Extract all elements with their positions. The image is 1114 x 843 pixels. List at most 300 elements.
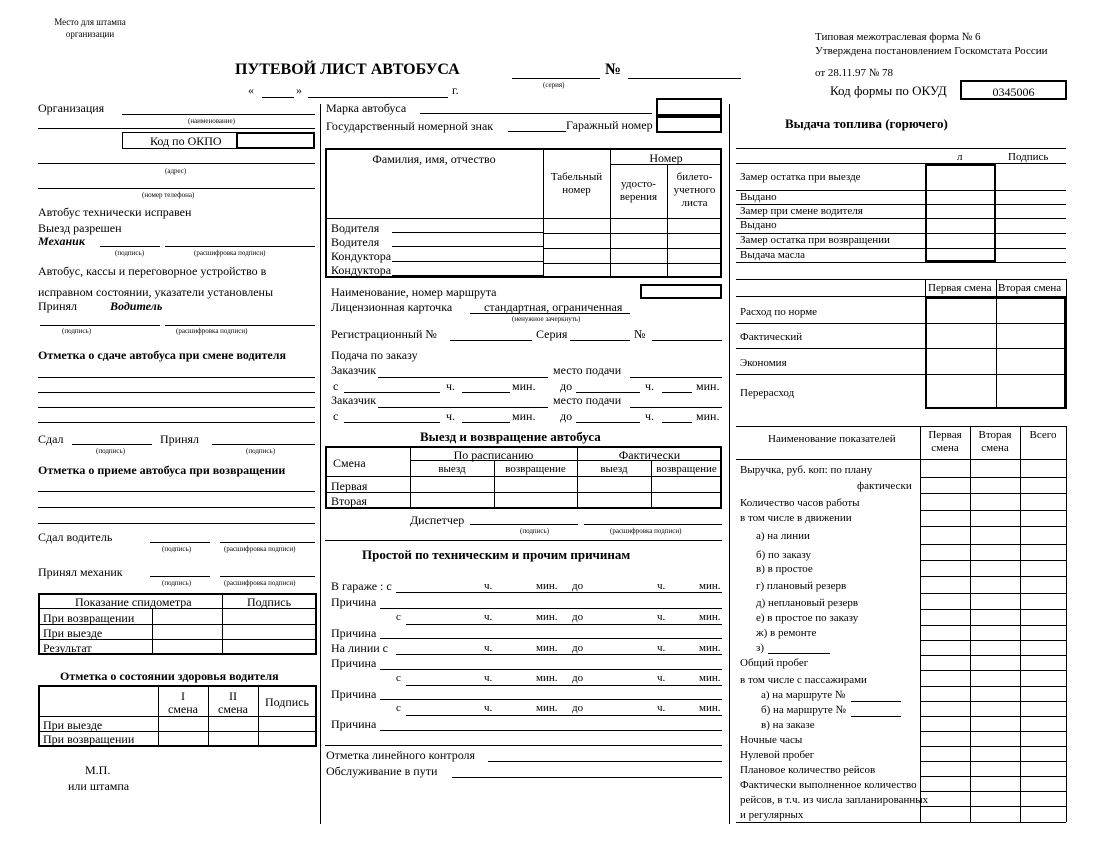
dt-hours-1b: ч. xyxy=(657,580,666,592)
health-col2-line1: II xyxy=(229,689,237,703)
reason-label-4: Причина xyxy=(331,687,377,701)
indicator-row-line xyxy=(920,609,1066,610)
crew-row-line-1 xyxy=(543,233,722,234)
indicators-total: Всего xyxy=(1029,429,1057,441)
indicator-row-line xyxy=(920,655,1066,656)
bus-ok-label: Автобус технически исправен xyxy=(38,205,192,219)
planned-trips-label: Плановое количество рейсов xyxy=(740,764,876,776)
shift-change-line-4[interactable] xyxy=(38,422,315,423)
mark-return-title: Отметка о приеме автобуса при возвращении xyxy=(38,463,286,477)
reason-line-2[interactable] xyxy=(380,638,722,639)
indicator-row-line xyxy=(920,686,1066,687)
exit-return-title: Выезд и возвращение автобуса xyxy=(420,429,601,444)
hours-label-2: ч. xyxy=(446,409,456,423)
consumption-actual: Фактический xyxy=(740,331,803,343)
health-col1-line1: I xyxy=(181,689,185,703)
crew-header-tab-2: номер xyxy=(562,184,591,196)
dt-hours-3: ч. xyxy=(484,642,493,654)
crew-header-ticket-3: листа xyxy=(681,197,708,209)
dt-to-3: до xyxy=(572,642,584,654)
indicator-row-line xyxy=(920,701,1066,702)
crew-name-line-1[interactable] xyxy=(392,232,543,233)
dispatcher-label: Диспетчер xyxy=(410,513,465,527)
crew-name-line-4[interactable] xyxy=(392,275,543,276)
order-supply-label: Подача по заказу xyxy=(331,348,418,362)
indicator-row-line xyxy=(920,576,1066,577)
shift-header: Смена xyxy=(333,456,366,470)
shift-change-line-1[interactable] xyxy=(38,377,315,378)
hours-line-1b[interactable] xyxy=(662,392,692,393)
stamp-place-line2: организации xyxy=(65,29,115,39)
or-stamp-label: или штампа xyxy=(68,779,130,793)
signature-decode-hint: (расшифровка подписи) xyxy=(194,249,266,257)
name-hint: (наименование) xyxy=(188,117,235,125)
indicator-row-line xyxy=(920,625,1066,626)
indicators-col-4 xyxy=(1066,426,1067,822)
dt-minutes-4: мин. xyxy=(536,672,558,684)
page-title: ПУТЕВОЙ ЛИСТ АВТОБУСА xyxy=(235,61,460,78)
on-route-a-label: а) на маршруте № xyxy=(761,689,846,701)
dt-minutes-5b: мин. xyxy=(699,702,721,714)
hours-label-1b: ч. xyxy=(645,379,655,393)
minutes-label-2: мин. xyxy=(512,409,536,423)
speedometer-row-result: Результат xyxy=(43,641,92,655)
on-line-line[interactable] xyxy=(396,654,722,655)
fuel-row-line-6 xyxy=(736,262,1066,263)
reason-line-5[interactable] xyxy=(380,730,722,731)
road-service-line[interactable] xyxy=(452,777,722,778)
consumption-col-3 xyxy=(1066,279,1067,409)
dt-line-2[interactable] xyxy=(406,624,722,625)
fuel-row-1: Замер остатка при выезде xyxy=(740,171,861,183)
actual-trips-line3: и регулярных xyxy=(740,809,804,821)
health-header-line xyxy=(38,716,317,717)
indicators-bottom-line xyxy=(736,822,1066,823)
bus-cash-line2: исправном состоянии, указатели установлены xyxy=(38,285,274,299)
address-line[interactable] xyxy=(38,163,315,164)
garage-number-box[interactable] xyxy=(656,116,722,133)
indicators-first-1: Первая xyxy=(928,429,962,441)
sub-item-zh: ж) в ремонте xyxy=(756,627,817,639)
form-type: Типовая межотраслевая форма № 6 xyxy=(815,31,981,43)
dt-from-5: с xyxy=(396,702,401,714)
to-line-2[interactable] xyxy=(576,422,640,423)
accepted-label: Принял xyxy=(38,299,78,313)
handed-driver-label: Сдал водитель xyxy=(38,530,113,544)
indicator-row-line xyxy=(920,544,1066,545)
address-hint: (адрес) xyxy=(165,167,187,175)
fuel-row-2: Выдано xyxy=(740,191,777,203)
indicators-first-2: смена xyxy=(931,442,959,454)
indicator-row-line xyxy=(920,670,1066,671)
driver-decode-hint: (расшифровка подписи) xyxy=(176,327,248,335)
series-line[interactable] xyxy=(512,78,600,79)
okpo-label: Код по ОКПО xyxy=(150,134,222,148)
on-route-b-label: б) на маршруте № xyxy=(761,704,847,716)
indicator-row-line xyxy=(920,746,1066,747)
sub-item-b: б) по заказу xyxy=(756,549,812,561)
reg-series-line[interactable] xyxy=(570,340,630,341)
number-sign: № xyxy=(605,61,622,78)
indicators-col-3 xyxy=(1020,426,1021,822)
hours-line-2b[interactable] xyxy=(662,422,692,423)
approved-by: Утверждена постановлением Госкомстата России xyxy=(815,45,1048,57)
dt-to-2: до xyxy=(572,611,584,623)
dt-minutes-3b: мин. xyxy=(699,642,721,654)
bus-brand-label: Марка автобуса xyxy=(326,101,407,115)
fuel-row-line-3 xyxy=(736,218,1066,219)
shift-row-second: Вторая xyxy=(331,494,367,508)
bus-brand-box[interactable] xyxy=(656,98,722,116)
indicator-row-line xyxy=(920,776,1066,777)
consumption-economy: Экономия xyxy=(740,357,787,369)
shift-change-line-2[interactable] xyxy=(38,392,315,393)
dt-hours-2: ч. xyxy=(484,611,493,623)
on-route-a-line[interactable] xyxy=(851,701,901,702)
accepted2-signature-hint: (подпись) xyxy=(246,447,276,455)
reason-line-3[interactable] xyxy=(380,669,722,670)
on-line-label: На линии с xyxy=(331,641,388,655)
organization-line-2[interactable] xyxy=(38,128,315,129)
crew-name-line-3[interactable] xyxy=(392,261,543,262)
downtime-title: Простой по техническим и прочим причинам xyxy=(362,547,631,562)
supply-place-label-1: место подачи xyxy=(553,363,622,377)
dt-hours-2b: ч. xyxy=(657,611,666,623)
speedometer-header: Показание спидометра xyxy=(75,595,192,609)
hours-line-1[interactable] xyxy=(462,392,510,393)
actual-trips-line1: Фактически выполненное количество xyxy=(740,779,917,791)
actual-return-header: возвращение xyxy=(656,463,717,475)
sub-item-e: е) в простое по заказу xyxy=(756,612,859,624)
fuel-top-line xyxy=(736,148,1066,149)
on-order-label: в) на заказе xyxy=(761,719,815,731)
actual-exit-header: выезд xyxy=(600,463,628,475)
date-open-quote: « xyxy=(248,83,254,97)
okpo-value-box[interactable] xyxy=(236,132,315,149)
organization-label: Организация xyxy=(38,101,105,115)
mechanic-signature-line[interactable] xyxy=(100,246,160,247)
garage-number-label: Гаражный номер xyxy=(566,118,653,132)
dt-minutes-1: мин. xyxy=(536,580,558,592)
consumption-top-line xyxy=(736,279,1066,280)
crew-header-ticket-2: учетного xyxy=(673,184,716,196)
indicators-col-2 xyxy=(970,426,971,822)
reason-label-2: Причина xyxy=(331,626,377,640)
health-row-exit: При выезде xyxy=(43,718,103,732)
reason-line-1[interactable] xyxy=(380,608,722,609)
indicator-row-line xyxy=(920,761,1066,762)
customer-line-2[interactable] xyxy=(378,407,548,408)
consumption-row-line-3 xyxy=(736,374,1066,375)
indicator-row-line xyxy=(920,791,1066,792)
reg-number-line[interactable] xyxy=(450,340,532,341)
okud-label: Код формы по ОКУД xyxy=(830,83,947,98)
dispatcher-decode-line[interactable] xyxy=(584,524,722,525)
dt-line-4[interactable] xyxy=(406,685,722,686)
to-label-1: до xyxy=(560,379,573,393)
revenue-actual-label: фактически xyxy=(857,480,912,492)
revenue-label: Выручка, руб. коп: по плану xyxy=(740,464,873,476)
mechanic-label: Механик xyxy=(38,234,85,248)
fuel-title: Выдача топлива (горючего) xyxy=(785,116,948,131)
in-garage-line[interactable] xyxy=(396,592,722,593)
dt-hours-3b: ч. xyxy=(657,642,666,654)
license-hint: (ненужное зачеркнуть) xyxy=(512,315,581,323)
night-hours-label: Ночные часы xyxy=(740,734,803,746)
indicator-row-line xyxy=(920,640,1066,641)
work-hours-label: Количество часов работы xyxy=(740,497,860,509)
health-title: Отметка о состоянии здоровья водителя xyxy=(60,669,279,683)
crew-header-tab-1: Табельный xyxy=(550,171,603,183)
indicators-col-1 xyxy=(920,426,921,822)
handed-driver-decode-hint: (расшифровка подписи) xyxy=(224,545,296,553)
sub-item-a: а) на линии xyxy=(756,530,810,542)
return-line-2[interactable] xyxy=(38,507,315,508)
zero-mileage-label: Нулевой пробег xyxy=(740,749,815,761)
customer-line-1[interactable] xyxy=(378,377,548,378)
accepted2-label: Принял xyxy=(160,432,200,446)
reason-label-5: Причина xyxy=(331,717,377,731)
health-col2-line2: смена xyxy=(218,702,248,716)
reason-line-4[interactable] xyxy=(380,699,722,700)
driver-signature-hint: (подпись) xyxy=(62,327,92,335)
dt-hours-5: ч. xyxy=(484,702,493,714)
schedule-return-header: возвращение xyxy=(505,463,566,475)
indicator-row-line xyxy=(920,731,1066,732)
by-schedule-header: По расписанию xyxy=(453,448,534,462)
license-type: стандартная, ограниченная xyxy=(484,300,623,314)
indicators-header: Наименование показателей xyxy=(768,433,896,445)
state-number-label: Государственный номерной знак xyxy=(326,119,494,133)
consumption-norm: Расход по норме xyxy=(740,306,818,318)
dt-minutes-1b: мин. xyxy=(699,580,721,592)
phone-hint: (номер телефона) xyxy=(142,191,195,199)
mark-shift-change-title: Отметка о сдаче автобуса при смене водителя xyxy=(38,348,286,362)
actual-header: Фактически xyxy=(618,448,681,462)
indicators-header-line xyxy=(736,459,1066,460)
road-service-label: Обслуживание в пути xyxy=(326,764,438,778)
dt-minutes-2: мин. xyxy=(536,611,558,623)
crew-name-line-2[interactable] xyxy=(392,246,543,247)
crew-row-conductor-2: Кондуктора xyxy=(331,263,392,277)
state-number-line[interactable] xyxy=(508,131,566,132)
health-col3: Подпись xyxy=(264,695,310,709)
route-number-box[interactable] xyxy=(640,284,722,299)
sub-item-z-line[interactable] xyxy=(768,653,830,654)
return-line-3[interactable] xyxy=(38,523,315,524)
crew-row-conductor-1: Кондуктора xyxy=(331,249,392,263)
handed-driver-decode-line[interactable] xyxy=(220,542,315,543)
customer-label-2: Заказчик xyxy=(331,393,377,407)
minutes-label-1b: мин. xyxy=(696,379,720,393)
driver-label: Водитель xyxy=(110,299,163,313)
crew-header-number: Номер xyxy=(649,151,683,165)
signature-hint: (подпись) xyxy=(115,249,145,257)
sub-item-v: в) в простое xyxy=(756,563,813,575)
indicator-row-line xyxy=(920,510,1066,511)
dispatcher-signature-hint: (подпись) xyxy=(520,527,550,535)
dt-to-1: до xyxy=(572,580,584,592)
consumption-first-shift: Первая смена xyxy=(928,282,992,294)
sub-item-z: з) xyxy=(756,642,765,654)
mechanic-decode-line[interactable] xyxy=(165,246,315,247)
hours-label-2b: ч. xyxy=(645,409,655,423)
dispatcher-signature-line[interactable] xyxy=(470,524,578,525)
consumption-row-line-2 xyxy=(736,348,1066,349)
dispatcher-decode-hint: (расшифровка подписи) xyxy=(610,527,682,535)
hours-label-1: ч. xyxy=(446,379,456,393)
okud-value-box xyxy=(960,80,1067,100)
dt-hours-4b: ч. xyxy=(657,672,666,684)
reg-number-sign: № xyxy=(634,327,646,341)
fuel-row-3: Замер при смене водителя xyxy=(740,205,863,217)
supply-place-line-2[interactable] xyxy=(630,407,722,408)
fuel-signature-header: Подпись xyxy=(1008,151,1049,163)
reason-label-1: Причина xyxy=(331,595,377,609)
accepted-mechanic-decode-hint: (расшифровка подписи) xyxy=(224,579,296,587)
stamp-place-line1: Место для штампа xyxy=(54,17,126,27)
reason-label-3: Причина xyxy=(331,656,377,670)
crew-header-cert-1: удосто- xyxy=(621,178,656,190)
indicator-row-line xyxy=(920,593,1066,594)
consumption-second-shift: Вторая смена xyxy=(998,282,1062,294)
exit-allowed-label: Выезд разрешен xyxy=(38,221,122,235)
approved-date: от 28.11.97 № 78 xyxy=(815,67,893,79)
crew-row-driver-2: Водителя xyxy=(331,235,380,249)
indicator-row-line xyxy=(920,493,1066,494)
supply-place-line-1[interactable] xyxy=(630,377,722,378)
date-close-quote: » xyxy=(296,83,302,97)
date-year-suffix: г. xyxy=(452,83,459,97)
fuel-row-line-1 xyxy=(736,190,1066,191)
sub-item-d: д) неплановый резерв xyxy=(756,597,859,609)
minutes-label-1: мин. xyxy=(512,379,536,393)
series-hint: (серия) xyxy=(543,81,565,89)
consumption-values-divider xyxy=(996,297,997,409)
schedule-exit-header: выезд xyxy=(438,463,466,475)
accepted2-signature-line[interactable] xyxy=(212,444,315,445)
line-control-line[interactable] xyxy=(488,761,722,762)
dt-minutes-5: мин. xyxy=(536,702,558,714)
crew-header-name: Фамилия, имя, отчество xyxy=(372,152,496,166)
fuel-row-5: Замер остатка при возвращении xyxy=(740,234,890,246)
reg-no-line[interactable] xyxy=(652,340,722,341)
handed-signature-line[interactable] xyxy=(72,444,152,445)
liters-header: л xyxy=(957,151,963,163)
shift-change-line-3[interactable] xyxy=(38,407,315,408)
right-column-divider xyxy=(729,104,730,824)
on-route-b-line[interactable] xyxy=(851,716,901,717)
in-garage-label: В гараже : с xyxy=(331,579,392,593)
indicator-row-line xyxy=(920,806,1066,807)
dt-hours-1: ч. xyxy=(484,580,493,592)
handed-driver-signature-line[interactable] xyxy=(150,542,210,543)
speedometer-row-return: При возвращении xyxy=(43,611,135,625)
from-label-1: с xyxy=(333,379,339,393)
bus-brand-line[interactable] xyxy=(420,113,652,114)
speedometer-signature-header: Подпись xyxy=(247,595,292,609)
consumption-overuse: Перерасход xyxy=(740,387,795,399)
accepted-mechanic-signature-hint: (подпись) xyxy=(162,579,192,587)
crew-col-tab xyxy=(543,148,544,278)
line-control-label: Отметка линейного контроля xyxy=(326,748,476,762)
accepted-mechanic-label: Принял механик xyxy=(38,565,123,579)
date-day-line[interactable] xyxy=(262,97,294,98)
hours-line-2[interactable] xyxy=(462,422,510,423)
dt-line-5[interactable] xyxy=(406,715,722,716)
from-label-2: с xyxy=(333,409,339,423)
supply-place-label-2: место подачи xyxy=(553,393,622,407)
health-row-return: При возвращении xyxy=(43,732,135,746)
dt-from-2: с xyxy=(396,611,401,623)
handed-label: Сдал xyxy=(38,432,64,446)
reg-number-label: Регистрационный № xyxy=(331,327,437,341)
mp-label: М.П. xyxy=(85,763,111,777)
from-line-2[interactable] xyxy=(344,422,440,423)
incl-motion-label: в том числе в движении xyxy=(740,512,852,524)
indicators-top-line xyxy=(736,426,1066,427)
dt-minutes-3: мин. xyxy=(536,642,558,654)
handed-signature-hint: (подпись) xyxy=(96,447,126,455)
fuel-header-line xyxy=(736,163,1066,164)
indicator-row-line xyxy=(920,716,1066,717)
driver-decode-line[interactable] xyxy=(165,325,315,326)
actual-trips-line2: рейсов, в т.ч. из числа запланированных xyxy=(740,794,929,806)
okud-value: 0345006 xyxy=(992,85,1035,99)
crew-row-driver-1: Водителя xyxy=(331,221,380,235)
fuel-row-6: Выдача масла xyxy=(740,249,805,261)
indicator-row-line xyxy=(920,560,1066,561)
dt-from-4: с xyxy=(396,672,401,684)
organization-line[interactable] xyxy=(122,114,315,115)
crew-row-line-2 xyxy=(543,248,722,249)
to-label-2: до xyxy=(560,409,573,423)
health-col1-line2: смена xyxy=(168,702,198,716)
total-mileage-label: Общий пробег xyxy=(740,657,809,669)
phone-line[interactable] xyxy=(38,188,315,189)
bus-cash-line1: Автобус, кассы и переговорное устройство в xyxy=(38,264,267,278)
route-name-label: Наименование, номер маршрута xyxy=(331,285,497,299)
date-month-line[interactable] xyxy=(308,97,448,98)
dt-to-5: до xyxy=(572,702,584,714)
crew-header-cert-2: верения xyxy=(619,191,658,203)
crew-col-cert xyxy=(610,148,611,278)
indicators-second-1: Вторая xyxy=(978,429,1012,441)
indicators-second-2: смена xyxy=(981,442,1009,454)
handed-driver-signature-hint: (подпись) xyxy=(162,545,192,553)
series-label: Серия xyxy=(536,327,568,341)
dispatcher-separator xyxy=(325,540,722,541)
exit-return-header-line xyxy=(325,476,722,477)
speedometer-value-col xyxy=(152,609,153,655)
crew-row-line-3 xyxy=(543,263,722,264)
dt-to-4: до xyxy=(572,672,584,684)
speedometer-row-exit: При выезде xyxy=(43,626,103,640)
fuel-row-4: Выдано xyxy=(740,219,777,231)
return-line-1[interactable] xyxy=(38,491,315,492)
dt-minutes-4b: мин. xyxy=(699,672,721,684)
accepted-mechanic-decode-line[interactable] xyxy=(220,576,315,577)
dt-hours-5b: ч. xyxy=(657,702,666,714)
license-card-label: Лицензионная карточка xyxy=(331,300,453,314)
accepted-mechanic-signature-line[interactable] xyxy=(150,576,210,577)
sub-item-g: г) плановый резерв xyxy=(756,580,847,592)
license-type-line[interactable] xyxy=(470,313,630,314)
number-line[interactable] xyxy=(628,78,741,79)
consumption-row-line-1 xyxy=(736,323,1066,324)
indicator-row-line xyxy=(920,526,1066,527)
driver-signature-line[interactable] xyxy=(40,325,160,326)
